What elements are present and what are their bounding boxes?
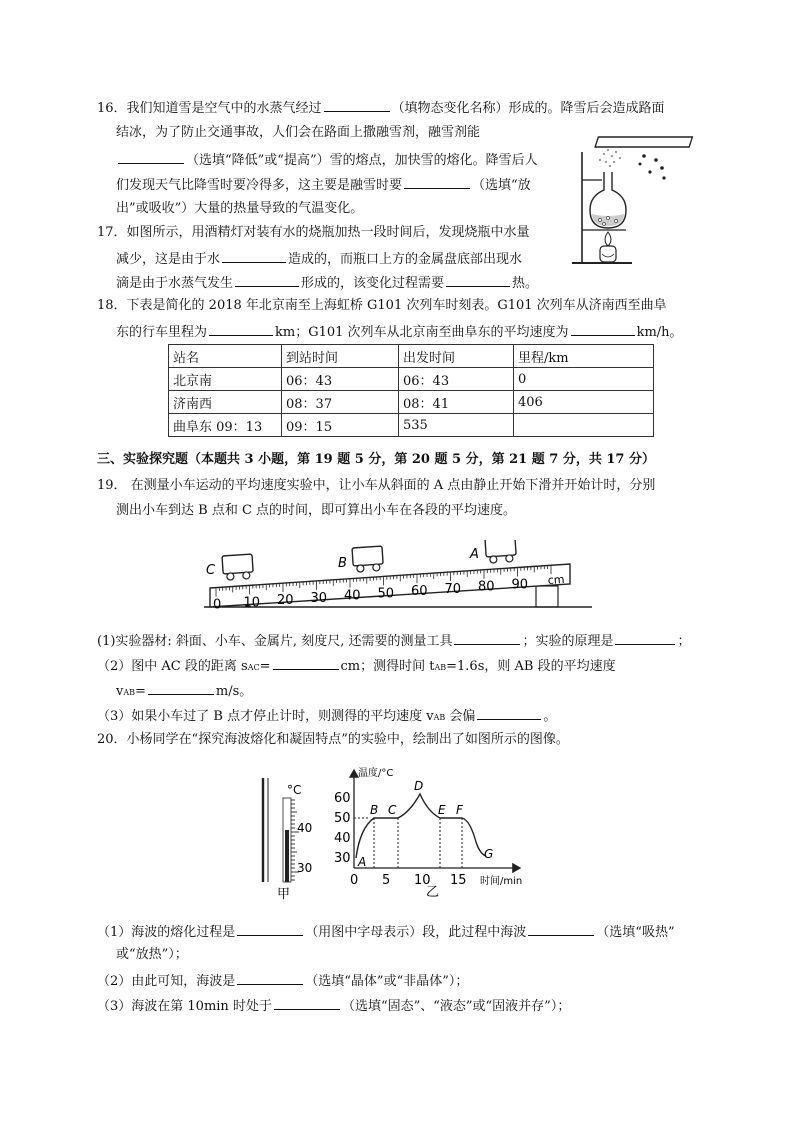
q20-blank2[interactable]	[528, 922, 594, 936]
x-tick: 0	[350, 873, 359, 888]
thermometer-40: 40	[297, 821, 313, 835]
thermometer-unit: °C	[287, 783, 302, 797]
figure-yi-caption: 乙	[426, 885, 440, 900]
point-e: E	[438, 803, 446, 817]
table-cell: 06：43	[282, 368, 399, 391]
q19-line1: 19． 在测量小车运动的平均速度实验中，让小车从斜面的 A 点由静止开始下滑并开始计时，分别	[97, 478, 656, 493]
x-axis-label: 时间/min	[480, 876, 523, 887]
q18-line1: 18．下表是简化的 2018 年北京南至上海虹桥 G101 次列车时刻表。G101 次列车从济南西至曲阜	[97, 298, 667, 313]
q16-line5: 出”或吸收”）大量的热量导致的气温变化。	[116, 201, 364, 216]
table-cell: 0	[514, 368, 654, 391]
table-row	[169, 414, 654, 437]
q18-blank2[interactable]	[571, 322, 635, 336]
point-a-label: A	[470, 547, 479, 562]
q16-line4: 们发现天气比降雪时要冷得多，这主要是融雪时要 （选填“放	[116, 175, 531, 195]
y-axis-label: 温度/°C	[358, 768, 394, 779]
q17-line1: 17．如图所示，用酒精灯对装有水的烧瓶加热一段时间后，发现烧瓶中水量	[97, 225, 530, 240]
y-tick: 40	[334, 831, 351, 846]
q19-blank1[interactable]	[454, 631, 520, 645]
table-cell: 08：37	[282, 391, 399, 414]
cart-a	[485, 540, 517, 563]
q16-line3: （选填“降低”或“提高”）雪的熔点，加快雪的熔化。降雪后人	[116, 150, 538, 170]
ruler-number: 10	[243, 595, 261, 611]
point-c-label: C	[206, 563, 216, 578]
table-header: 站名	[169, 345, 282, 368]
q19-part1: (1)实验器材: 斜面、小车、金属片, 刻度尺, 还需要的测量工具 ；实验的原理是 ；	[97, 631, 691, 651]
table-cell: 09：15	[282, 414, 399, 437]
ruler-unit: cm	[547, 572, 565, 587]
table-cell: 北京南	[169, 368, 282, 391]
point-a: A	[358, 855, 367, 869]
table-cell: 406	[514, 391, 654, 414]
q19-blank3[interactable]	[273, 656, 339, 670]
table-header-row	[169, 345, 654, 368]
q20-part2: （2）由此可知，海波是 （选填“晶体”或“非晶体”）；	[97, 971, 468, 991]
q17-line2: 减少，这是由于水 造成的，而瓶口上方的金属盘底部出现水	[116, 249, 522, 269]
table-row	[169, 368, 654, 391]
ruler-number: 80	[478, 579, 495, 595]
q19-blank4[interactable]	[148, 681, 214, 695]
y-tick: 60	[334, 791, 351, 806]
thermometer-figure	[255, 770, 325, 905]
incline-ruler-figure	[200, 540, 600, 615]
table-row	[169, 391, 654, 414]
ruler-number: 90	[511, 577, 529, 593]
ruler-number: 60	[411, 584, 428, 600]
figure-jia-caption: 甲	[277, 887, 291, 902]
table-cell: 济南西	[169, 391, 282, 414]
point-g: G	[484, 847, 494, 861]
q19-blank5[interactable]	[477, 706, 541, 720]
q17-line3: 滴是由于水蒸气发生 形成的，该变化过程需要 热。	[116, 273, 538, 293]
thermometer-30: 30	[297, 861, 313, 875]
cart-b	[352, 546, 384, 572]
ruler-number: 0	[213, 597, 222, 613]
flask-heating-figure	[570, 132, 700, 272]
point-d: D	[414, 779, 424, 793]
q17-blank3[interactable]	[446, 273, 510, 287]
table-cell: 06：43	[399, 368, 514, 391]
q19-part2: （2）图中 AC 段的距离 sAC= cm；测得时间 tAB=1.6s，则 AB 段的平均速度	[97, 656, 616, 677]
q20-part3: （3）海波在第 10min 时处于 （选填“固态”、“液态”或“固液并存”）；	[97, 996, 570, 1016]
cart-c	[222, 554, 254, 580]
q16-blank2[interactable]	[118, 150, 184, 164]
temperature-time-graph	[330, 762, 540, 902]
table-header: 到站时间	[282, 345, 399, 368]
q16-blank3[interactable]	[404, 175, 470, 189]
point-b-label: B	[338, 556, 347, 571]
q16-line1: 16．我们知道雪是空气中的水蒸气经过 （填物态变化名称）形成的。降雪后会造成路面	[97, 98, 665, 118]
ruler-number: 70	[444, 581, 462, 597]
q16-line2: 结冰，为了防止交通事故，人们会在路面上撒融雪剂，融雪剂能	[116, 125, 481, 140]
table-header: 出发时间	[399, 345, 514, 368]
point-f: F	[456, 803, 463, 817]
table-cell: 08：41	[399, 391, 514, 414]
table-cell	[514, 414, 654, 437]
table-cell: 曲阜东 09：13	[169, 414, 282, 437]
x-tick: 5	[382, 873, 391, 888]
q17-blank2[interactable]	[235, 273, 299, 287]
train-timetable	[168, 344, 654, 437]
ruler-number: 30	[310, 590, 328, 606]
x-tick: 15	[450, 873, 467, 888]
y-tick: 50	[334, 811, 351, 826]
q20-blank1[interactable]	[237, 922, 303, 936]
q20-blank3[interactable]	[237, 971, 303, 985]
ruler-number: 40	[344, 588, 361, 604]
q19-line2: 测出小车到达 B 点和 C 点的时间，即可算出小车在各段的平均速度。	[116, 503, 517, 518]
q19-part3: （3）如果小车过了 B 点才停止计时，则测得的平均速度 vAB 会偏 。	[97, 706, 556, 727]
q20-part1-cont: 或“放热”）；	[116, 947, 188, 962]
q19-part2-cont: vAB= m/s。	[116, 681, 252, 702]
q20-line1: 20．小杨同学在“探究海波熔化和凝固特点”的实验中，绘制出了如图所示的图像。	[97, 732, 569, 747]
q20-blank4[interactable]	[274, 996, 340, 1010]
q17-blank1[interactable]	[222, 249, 286, 263]
point-b: B	[370, 803, 379, 817]
q20-part1: （1）海波的熔化过程是 （用图中字母表示）段，此过程中海波 （选填“吸热”	[97, 922, 675, 942]
q19-blank2[interactable]	[615, 631, 675, 645]
y-tick: 30	[334, 851, 351, 866]
q18-blank1[interactable]	[209, 322, 273, 336]
table-cell: 535	[399, 414, 514, 437]
q16-blank1[interactable]	[324, 98, 390, 112]
x-tick: 10	[414, 873, 431, 888]
q18-line2: 东的行车里程为 km；G101 次列车从北京南至曲阜东的平均速度为 km/h。	[116, 322, 683, 342]
ruler-number: 20	[277, 593, 294, 609]
point-c: C	[388, 803, 397, 817]
section-heading: 三、实验探究题（本题共 3 小题，第 19 题 5 分，第 20 题 5 分，第 21 题 7 分，共 17 分）	[97, 452, 655, 467]
ruler-number: 50	[377, 586, 395, 602]
table-header: 里程/km	[514, 345, 654, 368]
